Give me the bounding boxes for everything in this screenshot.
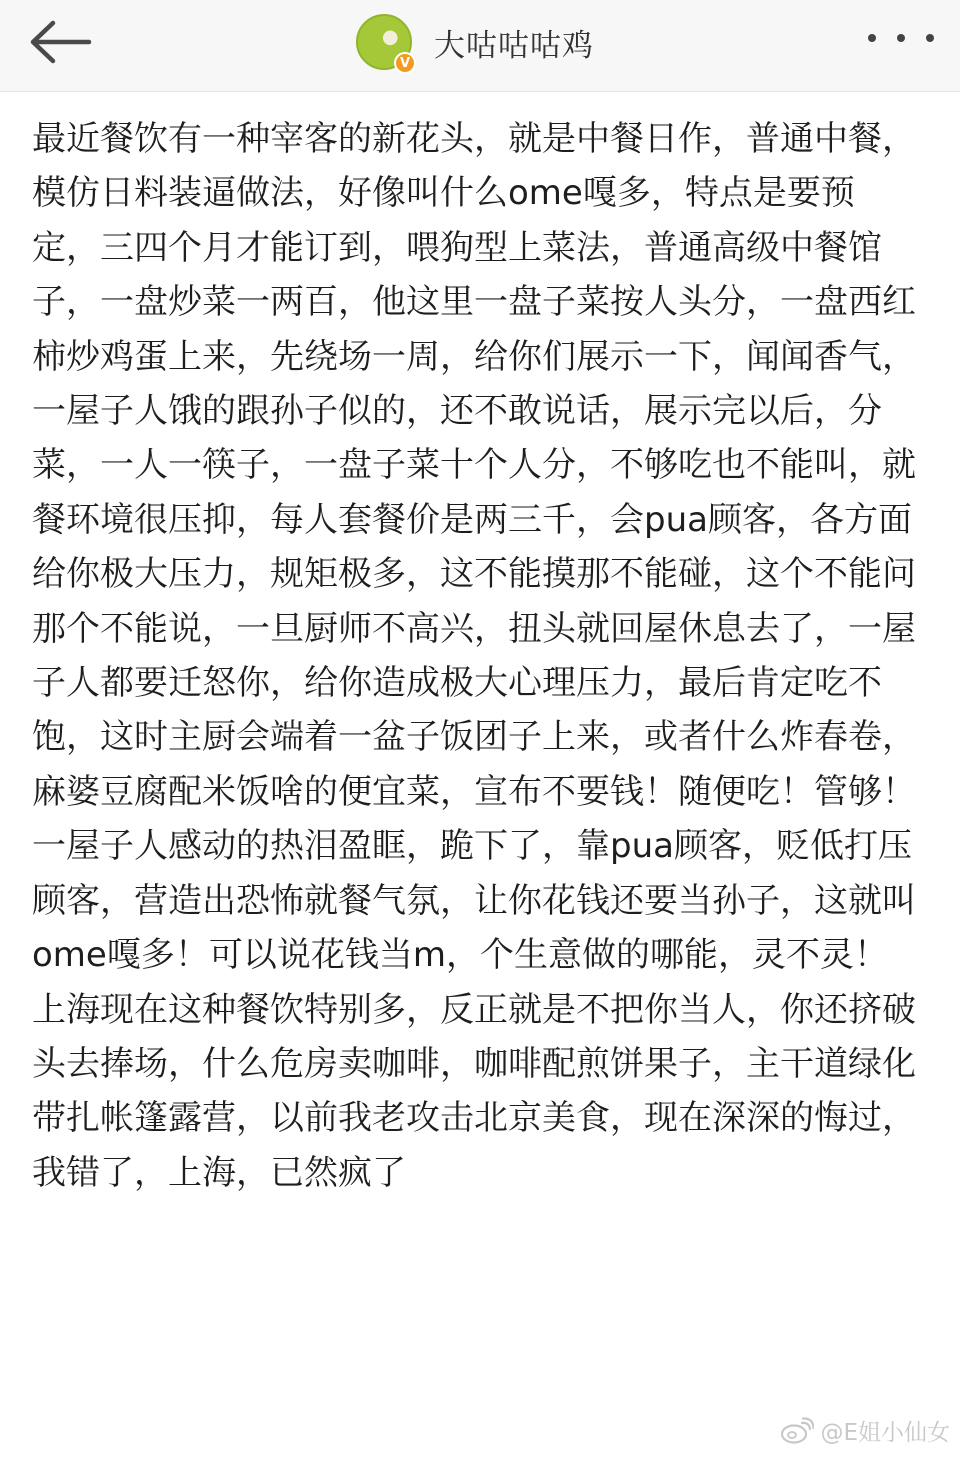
weibo-logo-icon	[780, 1417, 814, 1445]
ellipsis-icon	[897, 34, 905, 42]
avatar[interactable]	[356, 14, 412, 70]
watermark	[780, 1414, 950, 1447]
verified-badge-icon: V	[394, 52, 416, 74]
post-paragraph: 最近餐饮有一种宰客的新花头，就是中餐日作，普通中餐，模仿日料装逼做法，好像叫什么ome嘎多，特点是要预定，三四个月才能订到，喂狗型上菜法，普通高级中餐馆子，一盘炒菜一两百，他这里一盘子菜按人头分，一盘西红柿炒鸡蛋上来，先绕场一周，给你们展示一下，闻闻香气，一屋子人饿的跟孙子似的，还不敢说话，展示完以后，分菜，一人一筷子，一盘子菜十个人分，不够吃也不能叫，就餐环境很压抑，每人套餐价是两三千，会pua顾客，各方面给你极大压力，规矩极多，这不能摸那不能碰，这个不能问那个不能说，一旦厨师不高兴，扭头就回屋休息去了，一屋子人都要迁怒你，给你造成极大心理压力，最后肯定吃不饱，这时主厨会端着一盆子饭团子上来，或者什么炸春卷，麻婆豆腐配米饭啥的便宜菜，宣布不要钱！随便吃！管够！一屋子人感动的热泪盈眶，跪下了，靠pua顾客，贬低打压顾客，营造出恐怖就餐气氛，让你花钱还要当孙子，这就叫ome嘎多！可以说花钱当m，个生意做的哪能，灵不灵！	[32, 119, 916, 976]
arrow-left-icon	[27, 20, 93, 64]
post-paragraph: 上海现在这种餐饮特别多，反正就是不把你当人，你还挤破头去捧场，什么危房卖咖啡，咖啡配煎饼果子，主干道绿化带扎帐篷露营，以前我老攻击北京美食，现在深深的悔过，我错了，上海，已然疯了	[32, 989, 916, 1193]
watermark-text: @E姐小仙女	[820, 1420, 950, 1446]
top-navigation-bar	[0, 0, 960, 92]
more-options-button[interactable]	[868, 20, 934, 56]
back-button[interactable]	[20, 10, 100, 74]
author-name[interactable]: 大咕咕咕鸡	[434, 27, 594, 64]
ellipsis-icon	[926, 34, 934, 42]
post-author[interactable]	[356, 12, 594, 72]
post-body	[32, 112, 917, 1200]
ellipsis-icon	[868, 34, 876, 42]
